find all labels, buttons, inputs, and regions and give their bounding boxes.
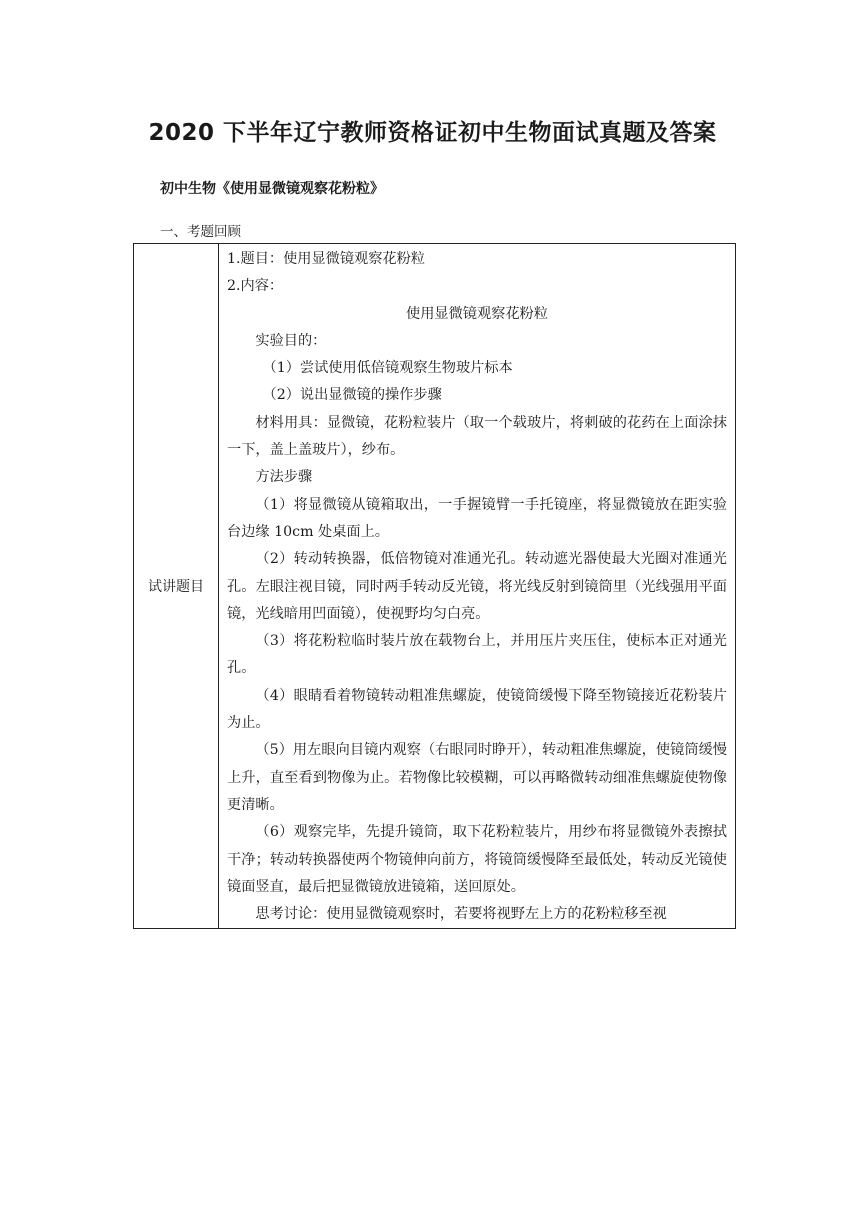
step-2: （2）转动转换器，低倍物镜对准通光孔。转动遮光器使最大光圈对准通光孔。左眼注视目镜，同时两手转动反光镜，将光线反射到镜筒里（光线强用平面镜，光线暗用凹面镜），使视野均匀白亮。: [227, 551, 727, 622]
purpose-item-2: （2）说出显微镜的操作步骤: [262, 387, 442, 404]
topic-line: 1.题目：使用显微镜观察花粉粒: [227, 251, 425, 267]
lesson-subtitle: 初中生物《使用显微镜观察花粉粒》: [160, 181, 384, 197]
table-row: [134, 244, 736, 929]
steps-label: 方法步骤: [255, 469, 313, 486]
exam-question-table: [133, 243, 736, 929]
row-label: 试讲题目: [148, 579, 204, 596]
purpose-label: 实验目的：: [255, 332, 327, 349]
purpose-item-1: （1）尝试使用低倍镜观察生物玻片标本: [262, 360, 513, 377]
document-title: 2020 下半年辽宁教师资格证初中生物面试真题及答案: [148, 120, 717, 146]
step-1: （1）将显微镜从镜箱取出，一手握镜臂一手托镜座，将显微镜放在距实验台边缘 10cm 处桌面上。: [227, 496, 727, 540]
row-label-cell: [134, 244, 219, 929]
step-6: （6）观察完毕，先提升镜筒，取下花粉粒装片，用纱布将显微镜外表擦拭干净；转动转换器使两个物镜伸向前方，将镜筒缓慢降至最低处，转动反光镜使镜面竖直，最后把显微镜放进镜箱，送回原处。: [227, 824, 727, 895]
materials-paragraph: 材料用具：显微镜，花粉粒装片（取一个载玻片，将刺破的花药在上面涂抹一下，盖上盖玻片），纱布。: [227, 414, 727, 459]
step-4: （4）眼睛看着物镜转动粗准焦螺旋，使镜筒缓慢下降至物镜接近花粉装片为止。: [227, 687, 727, 732]
step-3: （3）将花粉粒临时装片放在载物台上，并用压片夹压住，使标本正对通光孔。: [227, 633, 727, 677]
section-heading: 一、考题回顾: [160, 224, 241, 240]
step-5: （5）用左眼向目镜内观察（右眼同时睁开），转动粗准焦螺旋，使镜筒缓慢上升，直至看到物像为止。若物像比较模糊，可以再略微转动细准焦螺旋使物像更清晰。: [227, 742, 727, 813]
discussion-paragraph: 思考讨论：使用显微镜观察时，若要将视野左上方的花粉粒移至视: [255, 906, 667, 923]
content-title: 使用显微镜观察花粉粒: [406, 305, 548, 322]
question-content-cell: [219, 244, 736, 929]
content-label: 2.内容：: [227, 278, 284, 295]
